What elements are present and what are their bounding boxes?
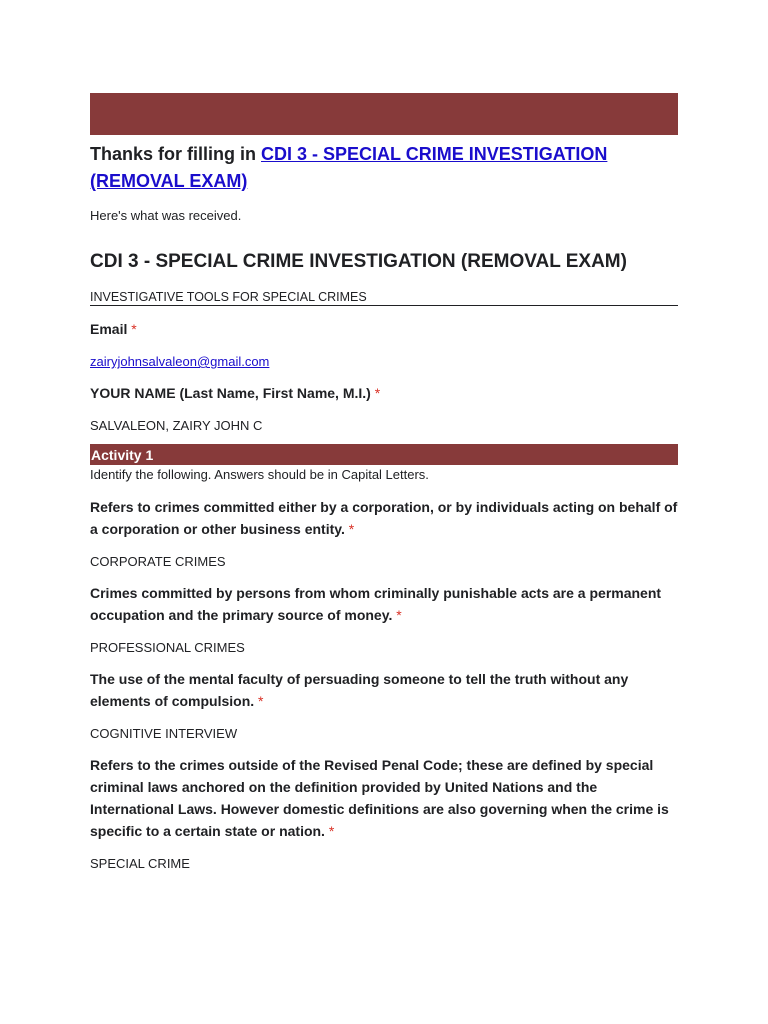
section-description: Identify the following. Answers should be in Capital Letters. [90, 467, 429, 482]
answer-1: CORPORATE CRIMES [90, 554, 226, 569]
top-banner [90, 93, 678, 135]
form-description: INVESTIGATIVE TOOLS FOR SPECIAL CRIMES [90, 290, 678, 306]
name-label-text: YOUR NAME (Last Name, First Name, M.I.) [90, 385, 371, 401]
required-marker: * [396, 607, 402, 623]
name-answer: SALVALEON, ZAIRY JOHN C [90, 418, 263, 433]
form-title: CDI 3 - SPECIAL CRIME INVESTIGATION (REMOVAL EXAM) [90, 251, 627, 272]
question-4 [90, 754, 678, 842]
answer-3: COGNITIVE INTERVIEW [90, 726, 238, 741]
question-text: Refers to the crimes outside of the Revised Penal Code; these are defined by special criminal laws anchored on the definition provided by United Nations and the International Laws. However domestic definitions are also governing when the crime is specific to a certain state or nation. [90, 757, 669, 839]
thanks-heading [90, 141, 678, 195]
required-marker: * [328, 823, 335, 839]
received-text: Here's what was received. [90, 208, 242, 223]
answer-4: SPECIAL CRIME [90, 856, 190, 871]
section-header: Activity 1 [90, 444, 678, 465]
form-link[interactable]: CDI 3 - SPECIAL CRIME INVESTIGATION (REMOVAL EXAM) [90, 144, 608, 191]
email-value-link[interactable]: zairyjohnsalvaleon@gmail.com [90, 354, 270, 369]
required-marker: * [258, 693, 264, 709]
question-1 [90, 496, 678, 540]
required-marker: * [348, 521, 355, 537]
question-text: Crimes committed by persons from whom criminally punishable acts are a permanent occupation and the primary source of money. [90, 585, 662, 623]
question-text: The use of the mental faculty of persuading someone to tell the truth without any elements of compulsion. [90, 671, 629, 709]
required-marker: * [374, 385, 381, 401]
response-page [90, 93, 678, 871]
email-label-text: Email [90, 321, 128, 337]
thanks-prefix: Thanks for filling in [90, 144, 256, 164]
question-2 [90, 582, 678, 626]
email-label [90, 318, 678, 340]
question-3 [90, 668, 678, 712]
email-answer [90, 354, 678, 369]
answer-2: PROFESSIONAL CRIMES [90, 640, 245, 655]
question-text: Refers to crimes committed either by a corporation, or by individuals acting on behalf of a corporation or other business entity. [90, 499, 678, 537]
name-label [90, 382, 678, 404]
required-marker: * [131, 321, 137, 337]
